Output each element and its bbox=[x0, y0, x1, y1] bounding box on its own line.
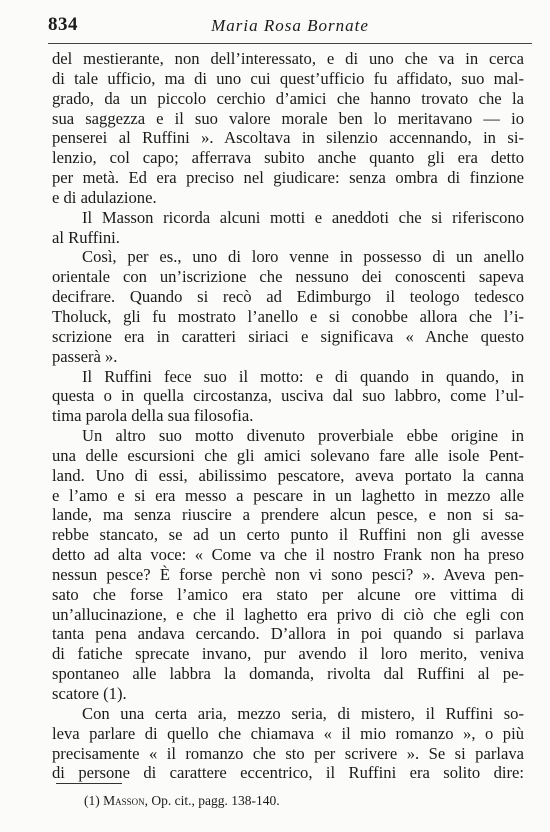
paragraph-first-line: Un altro suo motto divenuto proverbiale ebbe origine in bbox=[82, 426, 524, 446]
footnote-rule bbox=[56, 783, 122, 784]
text-line: di tale ufficio, ma di uno cui quest’ufficio fu affidato, suo mal- bbox=[52, 68, 524, 88]
text-line: lande, ma senza riuscire a prendere alcun pesce, e non si sa- bbox=[52, 505, 524, 525]
text-line: orientale con un’iscrizione che nessuno dei conoscenti sapeva bbox=[52, 267, 524, 287]
paragraph-first-line: Il Masson ricorda alcuni motti e aneddoti che si riferiscono bbox=[82, 207, 524, 227]
text-line: un’allucinazione, e che il laghetto era privo di ciò che egli con bbox=[52, 604, 524, 624]
text-line: sua saggezza e il suo valore morale ben lo meritavano — io bbox=[52, 108, 524, 128]
text-line: questa o in quella circostanza, usciva dal suo labbro, come l’ul- bbox=[52, 386, 524, 406]
text-line: di persone di carattere eccentrico, il Ruffini era solito dire: bbox=[52, 763, 524, 783]
text-line: e l’amo e si era messo a pescare in un laghetto in mezzo alle bbox=[52, 485, 524, 505]
text-line: al Ruffini. bbox=[52, 227, 120, 247]
page-header bbox=[48, 14, 532, 40]
paragraph-first-line: Così, per es., uno di loro venne in possesso di un anello bbox=[82, 247, 524, 267]
page-number: 834 bbox=[48, 14, 78, 35]
text-line: una delle escursioni che gli amici solevano fare alle isole Pent- bbox=[52, 445, 524, 465]
text-line: del mestierante, non dell’interessato, e di uno che va in cerca bbox=[52, 49, 524, 68]
text-line: detto ad alta voce: « Come va che il nostro Frank non ha preso bbox=[52, 545, 524, 565]
footnote-text: , Op. cit., pagg. 138-140. bbox=[144, 793, 280, 808]
text-line: Tholuck, gli fu mostrato l’anello e si conobbe allora che l’i- bbox=[52, 306, 524, 326]
footnote-marker: (1) bbox=[84, 793, 100, 808]
text-line: per metà. Ed era preciso nel giudicare: senza ombra di finzione bbox=[52, 168, 524, 188]
footnote bbox=[84, 793, 280, 809]
text-line: e di adulazione. bbox=[52, 187, 157, 207]
running-title: Maria Rosa Bornate bbox=[211, 16, 369, 35]
text-line: lenzio, col capo; afferrava subito anche quanto gli era detto bbox=[52, 148, 524, 168]
text-line: precisamente « il romanzo che sto per scrivere ». Se si parlava bbox=[52, 743, 524, 763]
text-line: scatore (1). bbox=[52, 684, 127, 703]
text-line: spontaneo alle labbra la domanda, rivolta dal Ruffini al pe- bbox=[52, 664, 524, 684]
text-line: decifrare. Quando si recò ad Edimburgo il teologo tedesco bbox=[52, 287, 524, 307]
text-line: penserei al Ruffini ». Ascoltava in silenzio accennando, in si- bbox=[52, 128, 524, 148]
header-rule bbox=[48, 43, 532, 44]
text-line: leva parlare di quello che chiamava « il mio romanzo », o più bbox=[52, 723, 524, 743]
text-line: rebbe stancato, se ad un certo punto il Ruffini non gli avesse bbox=[52, 525, 524, 545]
text-line: tanta pena andava cercando. D’allora in poi quando si parlava bbox=[52, 624, 524, 644]
paragraph-first-line: Con una certa aria, mezzo seria, di mistero, il Ruffini so- bbox=[82, 703, 524, 723]
text-line: grado, da un piccolo cerchio d’amici che hanno trovato che la bbox=[52, 88, 524, 108]
text-line: tima parola della sua filosofia. bbox=[52, 406, 254, 426]
text-line: scrizione era in caratteri siriaci e significava « Anche questo bbox=[52, 326, 524, 346]
text-line: nessun pesce? È forse perchè non vi sono pesci? ». Aveva pen- bbox=[52, 564, 524, 584]
body-text bbox=[52, 49, 524, 783]
text-line: land. Uno di essi, abilissimo pescatore, aveva portato la canna bbox=[52, 465, 524, 485]
text-line: passerà ». bbox=[52, 346, 118, 366]
text-line: di fatiche sprecate invano, pur avendo il loro merito, veniva bbox=[52, 644, 524, 664]
footnote-author: Masson bbox=[103, 793, 145, 808]
text-line: sato che forse l’amico era stato per alcune ore vittima di bbox=[52, 584, 524, 604]
paragraph-first-line: Il Ruffini fece suo il motto: e di quando in quando, in bbox=[82, 366, 524, 386]
